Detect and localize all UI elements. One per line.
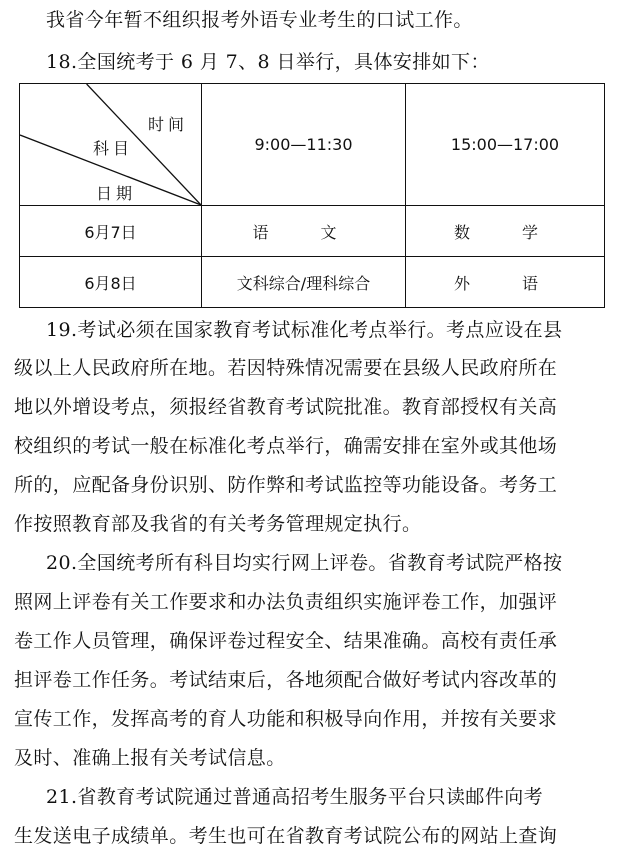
subject-cell: 数 学 — [406, 206, 605, 257]
paragraph-line: 作按照教育部及我省的有关考务管理规定执行。 — [14, 513, 422, 535]
paragraph-line: 校组织的考试一般在标准化考点举行，确需安排在室外或其他场 — [14, 435, 558, 457]
subject-cell: 外 语 — [406, 257, 605, 308]
paragraph-line: 照网上评卷有关工作要求和办法负责组织实施评卷工作，加强评 — [14, 591, 558, 613]
time-slot-morning: 9:00—11:30 — [202, 84, 406, 206]
time-label: 时间 — [148, 115, 189, 134]
paragraph-line: 及时、准确上报有关考试信息。 — [14, 747, 286, 769]
date-cell: 6月7日 — [20, 206, 202, 257]
paragraph-line: 级以上人民政府所在地。若因特殊情况需要在县级人民政府所在 — [14, 357, 558, 379]
paragraph-line: 地以外增设考点，须报经省教育考试院批准。教育部授权有关高 — [14, 396, 558, 418]
paragraph-line: 我省今年暂不组织报考外语专业考生的口试工作。 — [46, 9, 473, 31]
paragraph-line: 20.全国统考所有科目均实行网上评卷。省教育考试院严格按 — [46, 552, 563, 574]
diagonal-header-cell — [20, 84, 202, 206]
subject-label: 科目 — [93, 139, 134, 158]
table-row — [20, 206, 605, 257]
paragraph-line: 宣传工作，发挥高考的育人功能和积极导向作用，并按有关要求 — [14, 708, 558, 730]
exam-schedule-table — [19, 83, 605, 308]
paragraph-line: 所的，应配备身份识别、防作弊和考试监控等功能设备。考务工 — [14, 474, 558, 496]
paragraph-line: 担评卷工作任务。考试结束后，各地须配合做好考试内容改革的 — [14, 669, 558, 691]
time-slot-afternoon: 15:00—17:00 — [406, 84, 605, 206]
paragraph-line: 21.省教育考试院通过普通高招考生服务平台只读邮件向考 — [46, 786, 544, 808]
table-row — [20, 257, 605, 308]
date-label: 日期 — [96, 184, 137, 203]
paragraph-line: 生发送电子成绩单。考生也可在省教育考试院公布的网站上查询 — [14, 825, 558, 847]
subject-cell: 文科综合/理科综合 — [202, 257, 406, 308]
paragraph-line: 卷工作人员管理，确保评卷过程安全、结果准确。高校有责任承 — [14, 630, 558, 652]
paragraph-line: 19.考试必须在国家教育考试标准化考点举行。考点应设在县 — [46, 319, 563, 341]
subject-cell: 语 文 — [202, 206, 406, 257]
date-cell: 6月8日 — [20, 257, 202, 308]
paragraph-line: 18.全国统考于 6 月 7、8 日举行，具体安排如下： — [46, 51, 490, 73]
